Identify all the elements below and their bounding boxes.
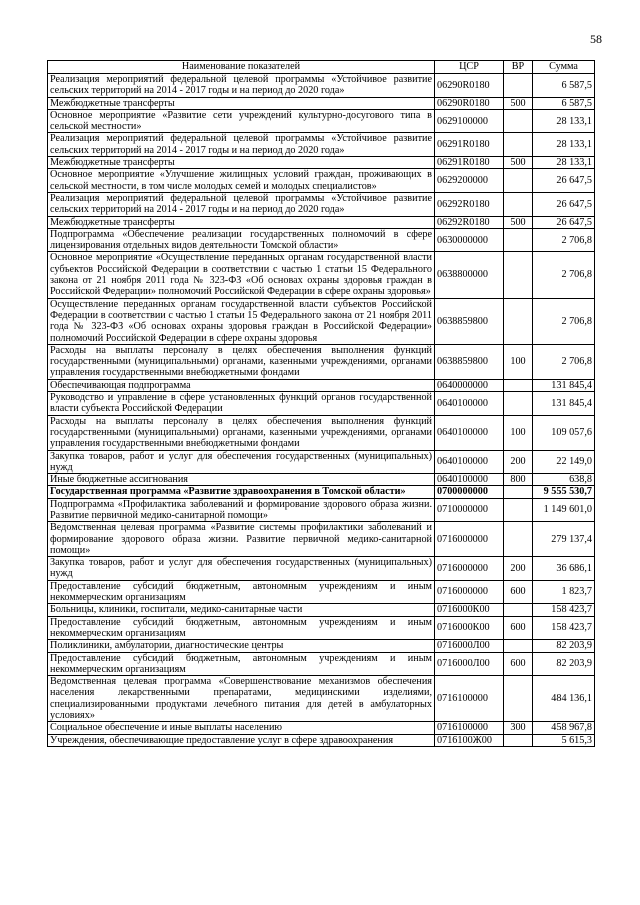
cell-csr: 0716000000 bbox=[435, 522, 504, 557]
cell-csr: 0716000000 bbox=[435, 580, 504, 604]
cell-vr bbox=[504, 392, 533, 416]
cell-sum: 2 706,8 bbox=[533, 228, 595, 252]
cell-vr: 600 bbox=[504, 652, 533, 676]
cell-csr: 06290R0180 bbox=[435, 97, 504, 109]
table-row bbox=[48, 109, 595, 133]
table-row bbox=[48, 133, 595, 157]
cell-sum: 26 647,5 bbox=[533, 169, 595, 193]
table-row bbox=[48, 616, 595, 640]
cell-vr: 100 bbox=[504, 415, 533, 450]
cell-name: Государственная программа «Развитие здравоохранения в Томской области» bbox=[48, 486, 435, 498]
cell-name: Реализация мероприятий федеральной целевой программы «Устойчивое развитие сельских территорий на 2014 - 2017 годы и на период до 2020 года» bbox=[48, 133, 435, 157]
cell-sum: 28 133,1 bbox=[533, 157, 595, 169]
cell-csr: 0629200000 bbox=[435, 169, 504, 193]
cell-name: Межбюджетные трансферты bbox=[48, 97, 435, 109]
cell-vr bbox=[504, 640, 533, 652]
cell-vr bbox=[504, 169, 533, 193]
cell-sum: 458 967,8 bbox=[533, 722, 595, 734]
cell-csr: 0638859800 bbox=[435, 344, 504, 379]
table-row bbox=[48, 557, 595, 581]
cell-csr: 0700000000 bbox=[435, 486, 504, 498]
cell-csr: 06292R0180 bbox=[435, 192, 504, 216]
cell-csr: 0638859800 bbox=[435, 298, 504, 344]
page-number: 58 bbox=[590, 32, 602, 46]
cell-name: Закупка товаров, работ и услуг для обеспечения государственных (муниципальных) нужд bbox=[48, 450, 435, 474]
cell-name: Предоставление субсидий бюджетным, автономным учреждениям и иным некоммерческим организациям bbox=[48, 580, 435, 604]
cell-name: Учреждения, обеспечивающие предоставление услуг в сфере здравоохранения bbox=[48, 734, 435, 746]
table-row bbox=[48, 640, 595, 652]
cell-csr: 0640100000 bbox=[435, 450, 504, 474]
cell-name: Основное мероприятие «Осуществление переданных органам государственной власти субъектов Российской Федерации в соответствии с частью 1 статьи 15 Федерального закона от 21 ноября 2011 года № 323-ФЗ «Об основах охраны здоровья граждан в Российской Федерации» полномочий Российской Федерации в сфере охраны здоровья» bbox=[48, 252, 435, 298]
table-row bbox=[48, 216, 595, 228]
cell-sum: 22 149,0 bbox=[533, 450, 595, 474]
table-row bbox=[48, 415, 595, 450]
cell-name: Закупка товаров, работ и услуг для обеспечения государственных (муниципальных) нужд bbox=[48, 557, 435, 581]
table-row bbox=[48, 74, 595, 98]
cell-vr: 100 bbox=[504, 344, 533, 379]
cell-vr: 300 bbox=[504, 722, 533, 734]
cell-vr bbox=[504, 498, 533, 522]
cell-csr: 0638800000 bbox=[435, 252, 504, 298]
budget-table bbox=[47, 60, 595, 747]
cell-vr bbox=[504, 522, 533, 557]
cell-sum: 484 136,1 bbox=[533, 676, 595, 722]
cell-csr: 0716000Л00 bbox=[435, 640, 504, 652]
cell-vr bbox=[504, 486, 533, 498]
table-row bbox=[48, 379, 595, 391]
table-row bbox=[48, 722, 595, 734]
cell-sum: 26 647,5 bbox=[533, 192, 595, 216]
cell-csr: 0640000000 bbox=[435, 379, 504, 391]
cell-sum: 131 845,4 bbox=[533, 392, 595, 416]
table-row bbox=[48, 344, 595, 379]
cell-name: Предоставление субсидий бюджетным, автономным учреждениям и иным некоммерческим организациям bbox=[48, 616, 435, 640]
cell-csr: 0716000К00 bbox=[435, 616, 504, 640]
cell-vr bbox=[504, 109, 533, 133]
cell-name: Обеспечивающая подпрограмма bbox=[48, 379, 435, 391]
table-row bbox=[48, 228, 595, 252]
cell-name: Руководство и управление в сфере установленных функций органов государственной власти субъекта Российской Федерации bbox=[48, 392, 435, 416]
cell-vr bbox=[504, 734, 533, 746]
cell-vr bbox=[504, 228, 533, 252]
table-row bbox=[48, 392, 595, 416]
cell-csr: 0640100000 bbox=[435, 415, 504, 450]
cell-name: Подпрограмма «Профилактика заболеваний и формирование здорового образа жизни. Развитие первичной медико-санитарной помощи» bbox=[48, 498, 435, 522]
cell-sum: 279 137,4 bbox=[533, 522, 595, 557]
table-row bbox=[48, 604, 595, 616]
cell-csr: 0629100000 bbox=[435, 109, 504, 133]
cell-vr bbox=[504, 298, 533, 344]
header-csr: ЦСР bbox=[435, 61, 504, 74]
cell-sum: 131 845,4 bbox=[533, 379, 595, 391]
cell-sum: 28 133,1 bbox=[533, 133, 595, 157]
table-row bbox=[48, 192, 595, 216]
table-row bbox=[48, 474, 595, 486]
cell-sum: 36 686,1 bbox=[533, 557, 595, 581]
cell-csr: 0716100000 bbox=[435, 676, 504, 722]
cell-name: Основное мероприятие «Развитие сети учреждений культурно-досугового типа в сельской местности» bbox=[48, 109, 435, 133]
cell-name: Больницы, клиники, госпитали, медико-санитарные части bbox=[48, 604, 435, 616]
cell-name: Расходы на выплаты персоналу в целях обеспечения выполнения функций государственными (муниципальными) органами, казенными учреждениями, органами управления государственными внебюджетными фондами bbox=[48, 415, 435, 450]
cell-name: Реализация мероприятий федеральной целевой программы «Устойчивое развитие сельских территорий на 2014 - 2017 годы и на период до 2020 года» bbox=[48, 74, 435, 98]
header-name: Наименование показателей bbox=[48, 61, 435, 74]
cell-name: Межбюджетные трансферты bbox=[48, 216, 435, 228]
cell-sum: 1 823,7 bbox=[533, 580, 595, 604]
table-row bbox=[48, 522, 595, 557]
cell-vr bbox=[504, 74, 533, 98]
cell-vr: 600 bbox=[504, 580, 533, 604]
cell-name: Ведомственная целевая программа «Развитие системы профилактики заболеваний и формирование здорового образа жизни. Развитие первичной медико-санитарной помощи» bbox=[48, 522, 435, 557]
cell-vr: 600 bbox=[504, 616, 533, 640]
cell-name: Реализация мероприятий федеральной целевой программы «Устойчивое развитие сельских территорий на 2014 - 2017 годы и на период до 2020 года» bbox=[48, 192, 435, 216]
header-vr: ВР bbox=[504, 61, 533, 74]
table-row bbox=[48, 450, 595, 474]
table-row bbox=[48, 298, 595, 344]
cell-sum: 9 555 530,7 bbox=[533, 486, 595, 498]
cell-csr: 06291R0180 bbox=[435, 157, 504, 169]
cell-sum: 2 706,8 bbox=[533, 252, 595, 298]
cell-vr: 200 bbox=[504, 557, 533, 581]
table-row bbox=[48, 734, 595, 746]
cell-csr: 0716000Л00 bbox=[435, 652, 504, 676]
table-row bbox=[48, 252, 595, 298]
cell-vr: 800 bbox=[504, 474, 533, 486]
cell-vr bbox=[504, 604, 533, 616]
cell-csr: 0640100000 bbox=[435, 392, 504, 416]
cell-name: Поликлиники, амбулатории, диагностические центры bbox=[48, 640, 435, 652]
cell-vr bbox=[504, 676, 533, 722]
header-sum: Сумма bbox=[533, 61, 595, 74]
cell-name: Подпрограмма «Обеспечение реализации государственных полномочий в сфере лицензирования отдельных видов деятельности Томской области» bbox=[48, 228, 435, 252]
table-row bbox=[48, 169, 595, 193]
cell-name: Социальное обеспечение и иные выплаты населению bbox=[48, 722, 435, 734]
cell-sum: 82 203,9 bbox=[533, 652, 595, 676]
cell-sum: 6 587,5 bbox=[533, 74, 595, 98]
cell-csr: 06290R0180 bbox=[435, 74, 504, 98]
cell-csr: 0716000000 bbox=[435, 557, 504, 581]
table-row bbox=[48, 486, 595, 498]
cell-sum: 2 706,8 bbox=[533, 298, 595, 344]
cell-sum: 1 149 601,0 bbox=[533, 498, 595, 522]
table-header-row bbox=[48, 61, 595, 74]
cell-name: Основное мероприятие «Улучшение жилищных условий граждан, проживающих в сельской местности, в том числе молодых семей и молодых специалистов» bbox=[48, 169, 435, 193]
cell-sum: 2 706,8 bbox=[533, 344, 595, 379]
table-body bbox=[48, 74, 595, 747]
table-row bbox=[48, 97, 595, 109]
cell-vr: 500 bbox=[504, 157, 533, 169]
cell-csr: 0630000000 bbox=[435, 228, 504, 252]
cell-csr: 0710000000 bbox=[435, 498, 504, 522]
cell-csr: 0640100000 bbox=[435, 474, 504, 486]
cell-sum: 82 203,9 bbox=[533, 640, 595, 652]
cell-csr: 0716100000 bbox=[435, 722, 504, 734]
table-row bbox=[48, 580, 595, 604]
cell-sum: 28 133,1 bbox=[533, 109, 595, 133]
cell-sum: 6 587,5 bbox=[533, 97, 595, 109]
cell-csr: 06291R0180 bbox=[435, 133, 504, 157]
table-row bbox=[48, 498, 595, 522]
cell-sum: 158 423,7 bbox=[533, 604, 595, 616]
table-row bbox=[48, 652, 595, 676]
cell-vr: 500 bbox=[504, 216, 533, 228]
cell-vr bbox=[504, 133, 533, 157]
cell-sum: 109 057,6 bbox=[533, 415, 595, 450]
cell-sum: 26 647,5 bbox=[533, 216, 595, 228]
cell-vr: 200 bbox=[504, 450, 533, 474]
cell-vr bbox=[504, 192, 533, 216]
cell-sum: 638,8 bbox=[533, 474, 595, 486]
cell-sum: 5 615,3 bbox=[533, 734, 595, 746]
table-row bbox=[48, 676, 595, 722]
cell-name: Ведомственная целевая программа «Совершенствование механизмов обеспечения населения лекарственными препаратами, медицинскими изделиями, специализированными продуктами лечебного питания для детей в амбулаторных условиях» bbox=[48, 676, 435, 722]
cell-name: Предоставление субсидий бюджетным, автономным учреждениям и иным некоммерческим организациям bbox=[48, 652, 435, 676]
cell-name: Межбюджетные трансферты bbox=[48, 157, 435, 169]
cell-vr bbox=[504, 379, 533, 391]
cell-name: Осуществление переданных органам государственной власти субъектов Российской Федерации в соответствии с частью 1 статьи 15 Федерального закона от 21 ноября 2011 года № 323-ФЗ «Об основах охраны здоровья граждан в Российской Федерации» полномочий Российской Федерации в сфере охраны здоровья bbox=[48, 298, 435, 344]
cell-sum: 158 423,7 bbox=[533, 616, 595, 640]
table-row bbox=[48, 157, 595, 169]
cell-name: Расходы на выплаты персоналу в целях обеспечения выполнения функций государственными (муниципальными) органами, казенными учреждениями, органами управления государственными внебюджетными фондами bbox=[48, 344, 435, 379]
cell-name: Иные бюджетные ассигнования bbox=[48, 474, 435, 486]
cell-vr: 500 bbox=[504, 97, 533, 109]
cell-vr bbox=[504, 252, 533, 298]
cell-csr: 0716000К00 bbox=[435, 604, 504, 616]
cell-csr: 06292R0180 bbox=[435, 216, 504, 228]
cell-csr: 0716100Ж00 bbox=[435, 734, 504, 746]
